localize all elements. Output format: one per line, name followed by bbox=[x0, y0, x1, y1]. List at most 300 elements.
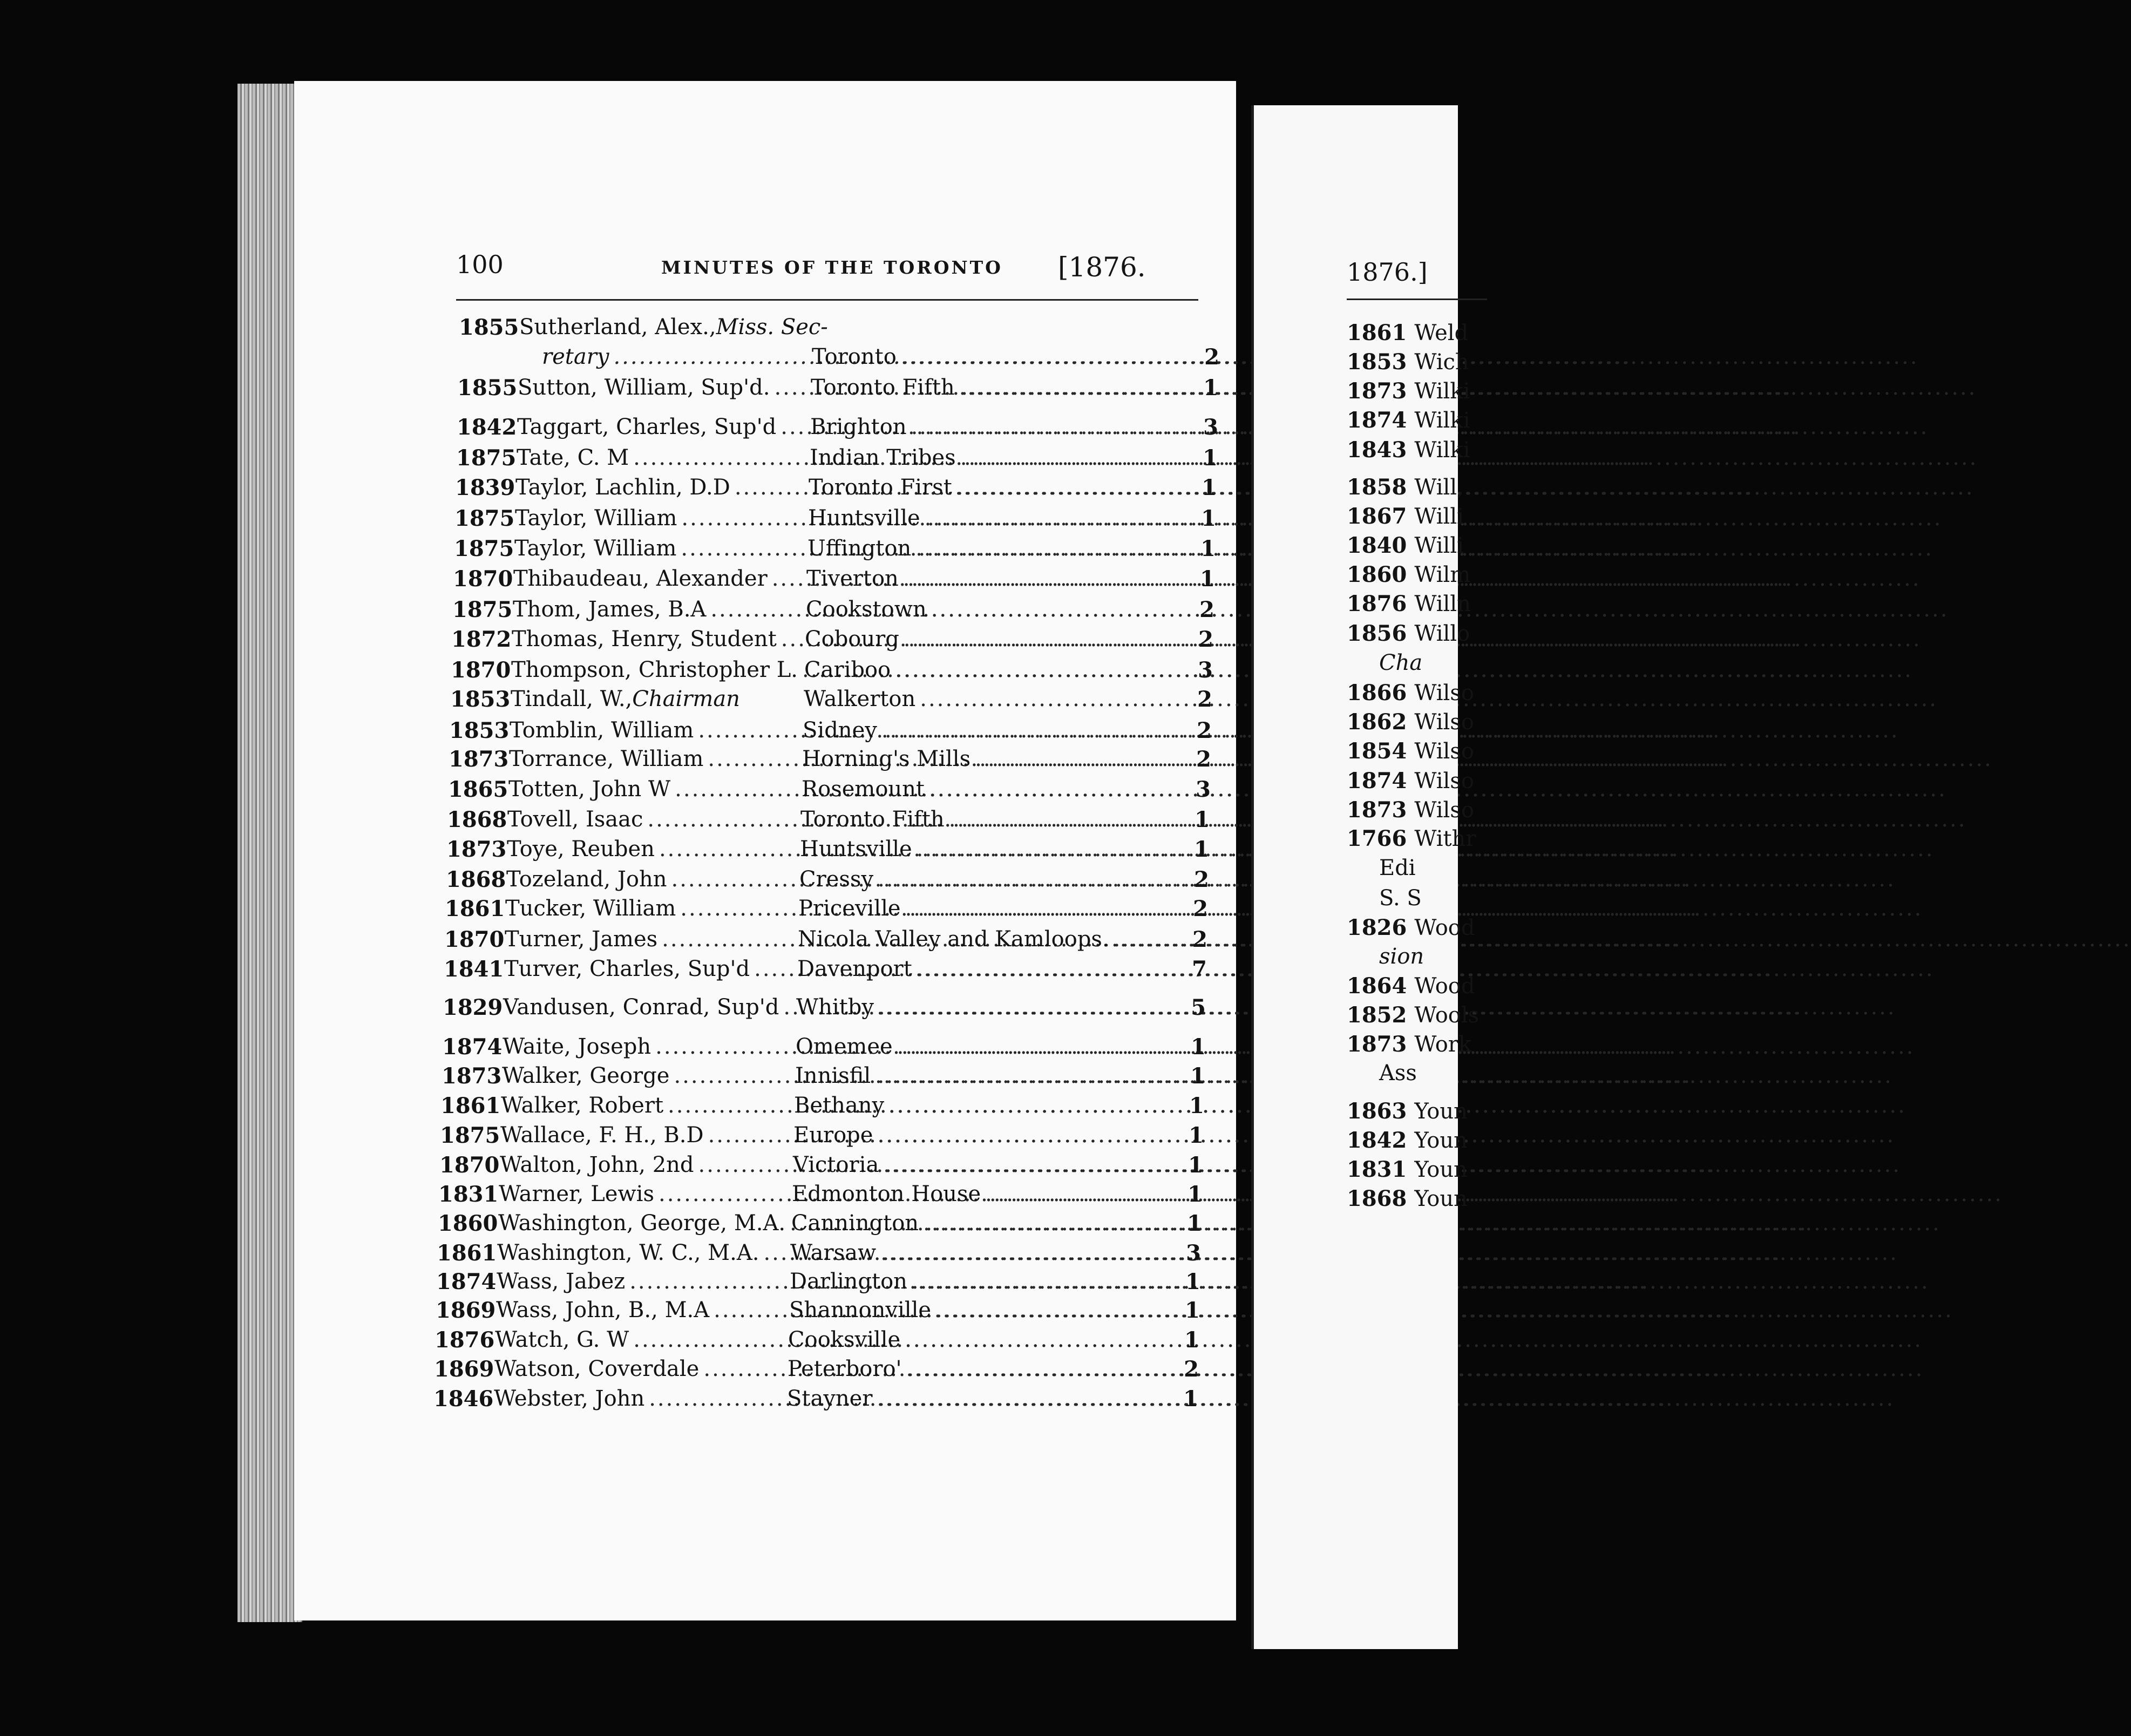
entry-name-text: Vandusen, Conrad, Sup'd bbox=[503, 995, 779, 1020]
entry-count: 2 bbox=[1184, 1357, 1199, 1382]
facing-entry bbox=[1347, 320, 1468, 345]
facing-entry-name: Weld bbox=[1414, 321, 1469, 345]
facing-entry bbox=[1347, 1002, 1479, 1028]
entry-year: 1870 bbox=[444, 927, 505, 952]
entry-year: 1853 bbox=[450, 687, 511, 712]
entry-year: 1872 bbox=[451, 627, 512, 652]
facing-entry bbox=[1347, 797, 1474, 823]
list-entry bbox=[457, 375, 1218, 406]
entry-name-text: Taylor, William bbox=[514, 536, 677, 561]
list-entry bbox=[442, 1063, 1205, 1095]
entry-count: 2 bbox=[1197, 718, 1212, 743]
entry-count: 1 bbox=[1189, 1123, 1204, 1148]
entry-count: 2 bbox=[1196, 747, 1211, 772]
facing-entry-year: 1873 bbox=[1347, 378, 1407, 404]
facing-entry bbox=[1347, 1098, 1468, 1124]
entry-count: 1 bbox=[1187, 1182, 1203, 1207]
facing-entry bbox=[1347, 768, 1474, 794]
entry-place bbox=[791, 1211, 1164, 1236]
facing-entry bbox=[1347, 738, 1474, 764]
facing-continuation: Edi bbox=[1379, 856, 1416, 880]
entry-place-text: Horning's Mills bbox=[802, 747, 971, 771]
entry-count: 1 bbox=[1191, 1034, 1206, 1060]
entry-place bbox=[790, 1240, 1163, 1265]
facing-entry bbox=[1347, 621, 1470, 646]
entry-place-text: Rosemount bbox=[802, 777, 925, 802]
entry-count: 1 bbox=[1201, 506, 1216, 531]
entry-place-text: Cooksville bbox=[788, 1327, 901, 1352]
entry-place-text: Nicola Valley and Kamloops. bbox=[798, 927, 1109, 952]
facing-entry bbox=[1347, 680, 1474, 706]
facing-entry-name: Wilso bbox=[1414, 769, 1474, 794]
list-entry bbox=[454, 536, 1216, 567]
entry-year: 1875 bbox=[452, 597, 513, 622]
entry-place-text: Tiverton bbox=[806, 566, 899, 591]
facing-entry bbox=[1347, 1128, 1468, 1153]
entry-place-text: Priceville bbox=[798, 896, 901, 921]
entry-place bbox=[793, 1152, 1165, 1177]
list-entry bbox=[446, 837, 1209, 868]
entry-place bbox=[807, 536, 1178, 561]
entry-name-text: Wass, John, B., M.A bbox=[496, 1298, 710, 1323]
entry-place bbox=[802, 777, 1173, 802]
facing-entry-name: Wools bbox=[1414, 1003, 1480, 1028]
facing-continuation: Cha bbox=[1379, 650, 1423, 675]
entry-year: 1839 bbox=[455, 475, 515, 500]
entry-name-text: Waite, Joseph bbox=[503, 1034, 651, 1059]
list-entry bbox=[455, 475, 1217, 506]
entry-name-text: Tomblin, William bbox=[510, 718, 694, 743]
facing-entry-name: Withr bbox=[1414, 826, 1476, 851]
entry-name-italic: Miss. Sec- bbox=[716, 315, 828, 340]
facing-entry bbox=[1347, 474, 1464, 500]
facing-entry-year: 1868 bbox=[1347, 1186, 1407, 1211]
list-entry bbox=[449, 718, 1212, 749]
entry-place bbox=[808, 506, 1178, 531]
facing-entry-name: Willo bbox=[1414, 621, 1470, 646]
entry-place-text: Davenport bbox=[797, 957, 912, 981]
entry-year: 1842 bbox=[457, 415, 517, 440]
facing-entry-year: 1860 bbox=[1347, 562, 1407, 587]
facing-entry-year: 1873 bbox=[1347, 1032, 1407, 1057]
list-entry bbox=[443, 995, 1206, 1026]
entry-count: 2 bbox=[1198, 627, 1213, 652]
facing-continuation: sion bbox=[1379, 944, 1424, 969]
facing-entry bbox=[1347, 1157, 1468, 1182]
entry-name-text: Toye, Reuben bbox=[507, 837, 655, 862]
list-entry bbox=[434, 1357, 1199, 1388]
entry-place bbox=[787, 1386, 1160, 1411]
entry-year: 1869 bbox=[436, 1298, 496, 1323]
entry-year: 1861 bbox=[440, 1093, 501, 1118]
facing-entry-name: Wilki bbox=[1414, 379, 1470, 404]
entry-year: 1874 bbox=[442, 1034, 503, 1060]
entry-place-text: Brighton bbox=[810, 415, 907, 439]
entry-place bbox=[809, 475, 1179, 500]
entry-year: 1841 bbox=[444, 957, 504, 982]
facing-entry bbox=[1347, 826, 1476, 851]
entry-year: 1870 bbox=[451, 657, 511, 683]
entry-name-italic: Chairman bbox=[632, 687, 740, 711]
facing-entry-year: 1766 bbox=[1347, 826, 1407, 851]
entry-year: 1829 bbox=[443, 995, 503, 1020]
facing-entry-year: 1873 bbox=[1347, 797, 1407, 823]
list-entry bbox=[451, 657, 1213, 689]
entry-place bbox=[806, 566, 1177, 591]
entry-place-text: Huntsville bbox=[808, 506, 920, 531]
facing-entry-name: Wilm bbox=[1414, 562, 1471, 587]
entry-year: 1875 bbox=[456, 445, 517, 471]
entry-place bbox=[806, 597, 1177, 622]
entry-place bbox=[799, 867, 1171, 892]
facing-entry bbox=[1347, 1032, 1471, 1057]
entry-place-text: Huntsville bbox=[800, 837, 912, 862]
facing-entry-year: 1852 bbox=[1347, 1002, 1407, 1028]
facing-entry-name: Wilso bbox=[1414, 681, 1474, 706]
entry-place bbox=[798, 896, 1170, 921]
facing-entry bbox=[1347, 973, 1475, 999]
entry-place-text: Cannington bbox=[791, 1211, 919, 1236]
facing-entry-year: 1826 bbox=[1347, 915, 1407, 940]
entry-place-text: Cobourg bbox=[805, 627, 899, 652]
entry-count: 2 bbox=[1204, 344, 1219, 370]
entry-count: 1 bbox=[1190, 1063, 1205, 1089]
entry-year: 1831 bbox=[438, 1182, 499, 1207]
entry-year: 1868 bbox=[447, 807, 507, 832]
entry-count: 1 bbox=[1194, 837, 1209, 862]
entry-place bbox=[793, 1123, 1166, 1148]
entry-name-text: Tindall, W., bbox=[511, 687, 633, 711]
entry-year: 1846 bbox=[433, 1386, 494, 1412]
entry-place-text: Sidney bbox=[803, 718, 877, 743]
facing-entry bbox=[1347, 915, 1475, 940]
entry-count: 1 bbox=[1183, 1386, 1198, 1412]
facing-entry-year: 1856 bbox=[1347, 621, 1407, 646]
entry-place-text: Peterboro' bbox=[788, 1357, 902, 1381]
entry-year: 1876 bbox=[435, 1327, 495, 1353]
entry-count: 3 bbox=[1186, 1240, 1201, 1266]
entry-name-text: Tozeland, John bbox=[506, 867, 667, 892]
facing-entry-year: 1861 bbox=[1347, 320, 1407, 345]
facing-entry-name: Wilki bbox=[1414, 408, 1470, 433]
entry-year: 1860 bbox=[438, 1211, 498, 1236]
entry-place-text: Omemee bbox=[796, 1034, 893, 1059]
facing-entry-year: 1863 bbox=[1347, 1098, 1407, 1124]
entry-year: 1861 bbox=[445, 896, 505, 921]
entry-count: 2 bbox=[1193, 896, 1208, 921]
entry-count: 5 bbox=[1191, 995, 1206, 1020]
entry-place bbox=[803, 718, 1174, 743]
book-page-edges bbox=[237, 84, 302, 1622]
entry-place-text: Edmonton House bbox=[792, 1182, 981, 1206]
name-continuation-text: retary bbox=[542, 344, 609, 369]
facing-continuation: Ass bbox=[1379, 1061, 1417, 1086]
list-entry bbox=[452, 597, 1214, 628]
entry-place-text: Toronto Fifth bbox=[811, 375, 955, 400]
entry-name bbox=[519, 315, 928, 340]
entry-year: 1855 bbox=[457, 375, 518, 401]
entry-name-text: Washington, W. C., M.A. bbox=[497, 1240, 759, 1265]
list-entry bbox=[442, 1034, 1206, 1066]
entry-count: 2 bbox=[1192, 927, 1207, 952]
facing-entry-year: 1864 bbox=[1347, 973, 1407, 999]
facing-entry bbox=[1347, 562, 1470, 587]
facing-entry-name: Wilso bbox=[1414, 798, 1474, 823]
entry-name-text: Watch, G. W bbox=[495, 1327, 629, 1352]
facing-continuation: S. S bbox=[1379, 886, 1422, 911]
facing-entry bbox=[1347, 504, 1464, 529]
leader-dots bbox=[981, 1182, 2003, 1206]
entry-place-text: Uffington bbox=[807, 536, 912, 561]
list-entry bbox=[436, 1298, 1200, 1329]
facing-entry-year: 1854 bbox=[1347, 738, 1407, 764]
list-entry bbox=[453, 566, 1215, 598]
entry-name-text: Washington, George, M.A. bbox=[498, 1211, 786, 1236]
entry-place bbox=[800, 837, 1171, 862]
entry-name-text: Sutton, William, Sup'd. bbox=[518, 375, 770, 400]
facing-entry-name: Wilso bbox=[1414, 710, 1474, 735]
facing-entry-year: 1858 bbox=[1347, 474, 1407, 500]
entry-place-text: Cressy bbox=[799, 867, 874, 892]
entry-place bbox=[798, 927, 1170, 952]
entry-place-text: Europe bbox=[793, 1123, 873, 1148]
entry-place bbox=[794, 1093, 1166, 1118]
entry-count: 1 bbox=[1200, 536, 1216, 561]
list-entry bbox=[444, 927, 1207, 958]
entry-count: 1 bbox=[1203, 375, 1218, 401]
entry-place-text: Innisfil bbox=[795, 1063, 871, 1088]
entry-year: 1873 bbox=[449, 747, 509, 772]
list-entry bbox=[435, 1327, 1199, 1359]
entry-count: 1 bbox=[1184, 1327, 1199, 1353]
leader-dots bbox=[971, 747, 1993, 771]
facing-entry-year: 1842 bbox=[1347, 1128, 1407, 1153]
facing-entry-year: 1867 bbox=[1347, 504, 1407, 529]
entry-count: 2 bbox=[1197, 687, 1212, 712]
entry-count: 2 bbox=[1199, 597, 1214, 622]
entry-count: 1 bbox=[1195, 807, 1210, 832]
entry-place bbox=[811, 375, 1180, 400]
list-entry bbox=[446, 867, 1209, 898]
list-entry bbox=[438, 1211, 1202, 1242]
entry-place bbox=[800, 807, 1172, 832]
entry-count: 3 bbox=[1196, 777, 1211, 802]
facing-entry-name: Youn bbox=[1414, 1157, 1468, 1182]
facing-entry-year: 1843 bbox=[1347, 437, 1407, 463]
list-entry bbox=[438, 1182, 1203, 1213]
page-number: 100 bbox=[456, 250, 504, 279]
header-rule bbox=[456, 299, 1104, 301]
entry-count: 2 bbox=[1194, 867, 1209, 892]
entry-place bbox=[788, 1327, 1162, 1352]
entry-place bbox=[812, 344, 1182, 369]
entry-count: 1 bbox=[1203, 445, 1218, 471]
entry-name-text: Warner, Lewis bbox=[499, 1182, 654, 1206]
facing-header-rule bbox=[1347, 299, 1487, 300]
entry-year: 1870 bbox=[453, 566, 513, 592]
entry-place bbox=[804, 657, 1175, 682]
entry-place-text: Walkerton bbox=[804, 687, 916, 711]
facing-entry-name: Youn bbox=[1414, 1128, 1468, 1153]
list-entry bbox=[454, 506, 1216, 537]
facing-entry-name: Willi bbox=[1414, 504, 1464, 529]
list-entry bbox=[449, 747, 1211, 778]
list-entry bbox=[456, 445, 1218, 477]
facing-entry-name: Wilki bbox=[1414, 438, 1470, 463]
facing-entry-name: Willn bbox=[1414, 592, 1471, 616]
entry-name-text: Totten, John W bbox=[508, 777, 671, 802]
list-entry bbox=[448, 777, 1211, 808]
list-entry bbox=[451, 627, 1213, 658]
entry-place-text: Bethany bbox=[794, 1093, 885, 1118]
entry-place-text: Victoria bbox=[793, 1152, 879, 1177]
facing-entry bbox=[1347, 349, 1469, 375]
facing-entry-name: Willi bbox=[1414, 533, 1464, 558]
entry-year: 1868 bbox=[446, 867, 506, 892]
entry-count: 1 bbox=[1185, 1298, 1200, 1323]
entry-place bbox=[795, 1063, 1168, 1088]
entry-name-text: Sutherland, Alex., bbox=[519, 315, 716, 340]
list-entry bbox=[437, 1240, 1201, 1272]
entry-place-text: Whitby bbox=[796, 995, 874, 1020]
entry-name-text: Thompson, Christopher L. bbox=[511, 657, 798, 682]
left-page bbox=[294, 81, 1236, 1620]
entry-place bbox=[789, 1298, 1162, 1323]
entry-place-text: Indian Tribes bbox=[810, 445, 956, 470]
facing-entry bbox=[1347, 709, 1474, 735]
entry-year: 1855 bbox=[459, 315, 519, 340]
entry-year: 1869 bbox=[434, 1357, 494, 1382]
entry-year: 1874 bbox=[436, 1269, 497, 1294]
entry-count: 1 bbox=[1189, 1093, 1204, 1118]
entry-place-text: Cariboo bbox=[804, 657, 891, 682]
entry-year: 1870 bbox=[439, 1152, 500, 1178]
entry-name-text: Walker, Robert bbox=[501, 1093, 664, 1118]
entry-name-text: Tucker, William bbox=[505, 896, 676, 921]
entry-place bbox=[805, 627, 1176, 652]
list-entry bbox=[457, 415, 1218, 446]
list-entry bbox=[436, 1269, 1200, 1300]
list-entry bbox=[444, 957, 1207, 988]
entry-name-text: Tate, C. M bbox=[517, 445, 629, 470]
facing-entry bbox=[1347, 437, 1470, 463]
entry-count: 3 bbox=[1198, 657, 1213, 683]
facing-entry-year: 1840 bbox=[1347, 533, 1407, 558]
list-entry bbox=[447, 807, 1210, 838]
entry-name-text: Turner, James bbox=[505, 927, 658, 952]
entry-count: 1 bbox=[1187, 1211, 1202, 1236]
entry-count: 1 bbox=[1202, 475, 1217, 500]
entry-place bbox=[796, 1034, 1168, 1059]
facing-entry-year: 1831 bbox=[1347, 1157, 1407, 1182]
entry-count: 3 bbox=[1203, 415, 1218, 440]
entry-name-text: Walton, John, 2nd bbox=[500, 1152, 694, 1177]
entry-place-text: Cookstown bbox=[806, 597, 927, 622]
list-entry bbox=[440, 1093, 1204, 1124]
entry-name-text: Torrance, William bbox=[509, 747, 704, 771]
entry-place-text: Shannonville bbox=[789, 1298, 932, 1323]
entry-name-text: Thom, James, B.A bbox=[513, 597, 707, 622]
entry-name-text: Walker, George bbox=[502, 1063, 670, 1088]
entry-year: 1873 bbox=[442, 1063, 502, 1089]
entry-place-text: Toronto First bbox=[809, 475, 952, 500]
entry-name-text: Taggart, Charles, Sup'd bbox=[517, 415, 777, 439]
facing-entry-year: 1862 bbox=[1347, 709, 1407, 735]
facing-page bbox=[1251, 105, 1480, 1649]
entry-year: 1875 bbox=[454, 506, 515, 531]
entry-name-text: Taylor, William bbox=[515, 506, 677, 531]
entry-place bbox=[810, 445, 1180, 470]
list-entry bbox=[458, 344, 1219, 376]
facing-entry-year: 1874 bbox=[1347, 408, 1407, 433]
entry-place bbox=[792, 1182, 1165, 1206]
entry-year: 1865 bbox=[448, 777, 508, 802]
list-entry bbox=[433, 1386, 1198, 1418]
entry-count: 1 bbox=[1185, 1269, 1200, 1294]
facing-entry-name: Youn bbox=[1414, 1099, 1468, 1124]
entry-name-text: Webster, John bbox=[494, 1386, 645, 1411]
entry-name-text: Tovell, Isaac bbox=[507, 807, 643, 832]
entry-year: 1875 bbox=[440, 1123, 500, 1148]
facing-entry-year: 1866 bbox=[1347, 680, 1407, 706]
entry-year: 1853 bbox=[449, 718, 510, 743]
entry-name-text: Taylor, Lachlin, D.D bbox=[515, 475, 730, 500]
facing-entry-year: 1853 bbox=[1347, 349, 1407, 375]
entry-year: 1873 bbox=[446, 837, 507, 862]
header-rule-right bbox=[1066, 299, 1198, 301]
facing-entry-name: Youn bbox=[1414, 1186, 1468, 1211]
entry-name-text: Watson, Coverdale bbox=[494, 1357, 700, 1381]
entry-place bbox=[797, 957, 1169, 981]
entry-name-text: Thomas, Henry, Student bbox=[512, 627, 777, 652]
facing-entry-name: Will, bbox=[1414, 475, 1464, 500]
entry-place-text: Darlington bbox=[790, 1269, 907, 1294]
list-entry bbox=[439, 1152, 1203, 1184]
entry-count: 7 bbox=[1192, 957, 1207, 982]
entry-place bbox=[796, 995, 1168, 1020]
facing-entry bbox=[1347, 591, 1471, 616]
entry-year: 1875 bbox=[454, 536, 514, 561]
entry-place bbox=[788, 1357, 1161, 1381]
facing-entry-name: Wood bbox=[1414, 974, 1475, 999]
facing-entry-name: Wilso bbox=[1414, 739, 1474, 764]
entry-place bbox=[804, 687, 1175, 711]
entry-place bbox=[810, 415, 1180, 439]
facing-entry-name: Wood bbox=[1414, 916, 1475, 940]
facing-entry-name: Work bbox=[1414, 1032, 1472, 1057]
entry-name-text: Turver, Charles, Sup'd bbox=[504, 957, 750, 981]
list-entry bbox=[450, 687, 1212, 718]
facing-entry bbox=[1347, 378, 1470, 404]
facing-entry bbox=[1347, 408, 1470, 433]
facing-page-header: 1876.] bbox=[1347, 257, 1428, 287]
running-header bbox=[294, 250, 1236, 288]
entry-year: 1861 bbox=[437, 1240, 497, 1266]
facing-entry-name: Wich bbox=[1414, 350, 1469, 375]
list-entry bbox=[440, 1123, 1204, 1154]
facing-entry-year: 1874 bbox=[1347, 768, 1407, 794]
entry-name-text: Wass, Jabez bbox=[497, 1269, 626, 1294]
entry-place bbox=[790, 1269, 1163, 1294]
list-entry bbox=[459, 315, 1220, 346]
entry-place bbox=[802, 747, 1173, 771]
entry-place-text: Stayner bbox=[787, 1386, 873, 1411]
entry-place-text: Toronto Fifth bbox=[800, 807, 945, 832]
running-year: [1876. bbox=[1058, 252, 1146, 283]
facing-entry bbox=[1347, 1186, 1468, 1211]
entry-count: 1 bbox=[1188, 1152, 1203, 1178]
entry-name-text: Thibaudeau, Alexander bbox=[513, 566, 768, 591]
